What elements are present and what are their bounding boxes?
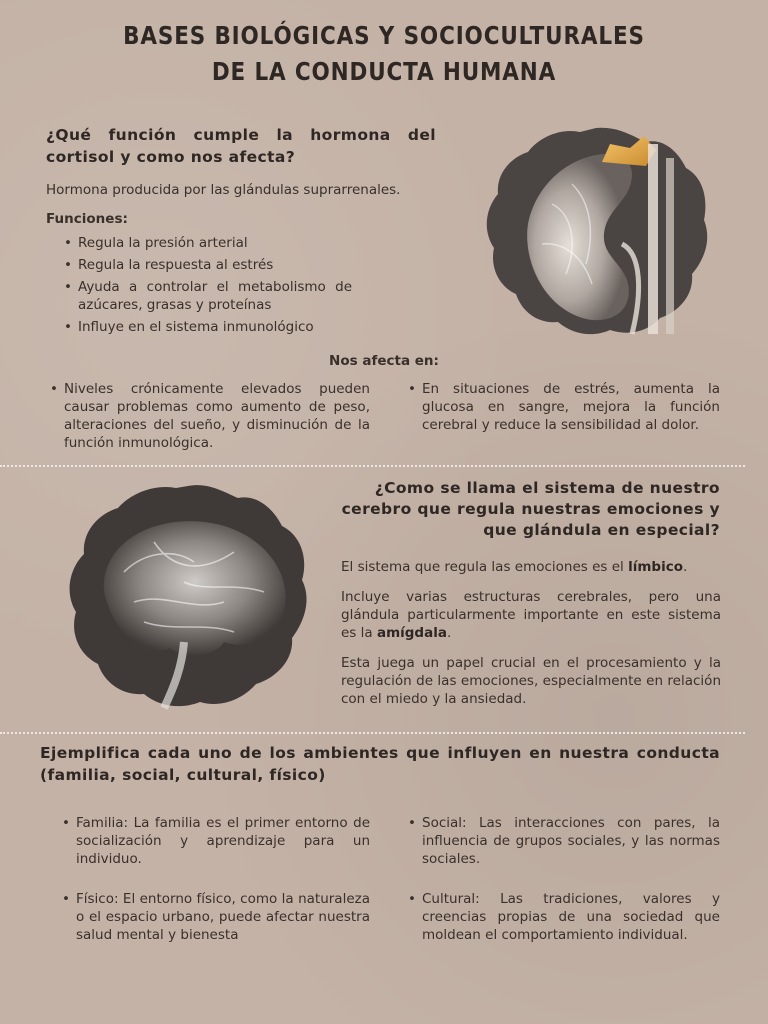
limbic-answer-1 [341,558,721,576]
divider [0,732,745,734]
limbic-answer-text: El sistema que regula las emociones es el [341,559,629,575]
list-item-fisico: • Físico: El entorno físico, como la naturaleza o el espacio urbano, puede afectar nuestra salud mental y bienesta [60,890,370,944]
functions-list [62,234,352,340]
list-item: • Regula la respuesta al estrés [62,256,352,274]
affects-label: Nos afecta en: [329,353,439,369]
list-item-cultural: • Cultural: Las tradiciones, valores y creencias propias de una sociedad que moldean el comportamiento individual. [406,890,720,944]
page-title: BASES BIOLÓGICAS Y SOCIOCULTURALES DE LA CONDUCTA HUMANA [123,21,645,86]
brain-xray-image [64,482,312,714]
list-item: • En situaciones de estrés, aumenta la glucosa en sangre, mejora la función cerebral y reduce la sensibilidad al dolor. [406,380,720,434]
list-item: • Niveles crónicamente elevados pueden causar problemas como aumento de peso, alteraciones del sueño, y disminución de la función inmunológica. [48,380,370,452]
list-item-social: • Social: Las interacciones con pares, la influencia de grupos sociales, y las normas sociales. [406,814,720,868]
environments-question: Ejemplifica cada uno de los ambientes que influyen en nuestra conducta (familia, social, cultural, físico) [40,744,720,784]
environment-list-left [60,814,370,948]
list-item-familia: • Familia: La familia es el primer entorno de socialización y aprendizaje para un individuo. [60,814,370,868]
list-item: • Regula la presión arterial [62,234,352,252]
amygdala-answer-text: Incluye varias estructuras cerebrales, pero una glándula particularmente importante en este sistema es la [341,589,721,641]
limbic-answer-2 [341,588,721,642]
list-item: • Ayuda a controlar el metabolismo de azúcares, grasas y proteínas [62,278,352,314]
cortisol-question: ¿Qué función cumple la hormona del cortisol y como nos afecta? [46,126,436,166]
environment-list-right [406,814,720,948]
limbic-keyword: límbico [628,559,683,575]
divider [0,465,745,467]
cortisol-intro: Hormona producida por las glándulas suprarrenales. [46,182,401,198]
kidney-xray-image [482,124,710,338]
amygdala-keyword: amígdala [376,625,447,641]
affects-list-right [406,380,720,438]
limbic-answer-end: . [682,559,688,575]
affects-list-left [48,380,370,456]
functions-label: Funciones: [46,211,128,227]
amygdala-answer-end: . [446,625,452,641]
limbic-answer-3: Esta juega un papel crucial en el procesamiento y la regulación de las emociones, especialmente en relación con el miedo y la ansiedad. [341,655,721,707]
limbic-question: ¿Como se llama el sistema de nuestro cerebro que regula nuestras emociones y que glándula en especial? [341,479,720,539]
list-item: • Influye en el sistema inmunológico [62,318,352,336]
